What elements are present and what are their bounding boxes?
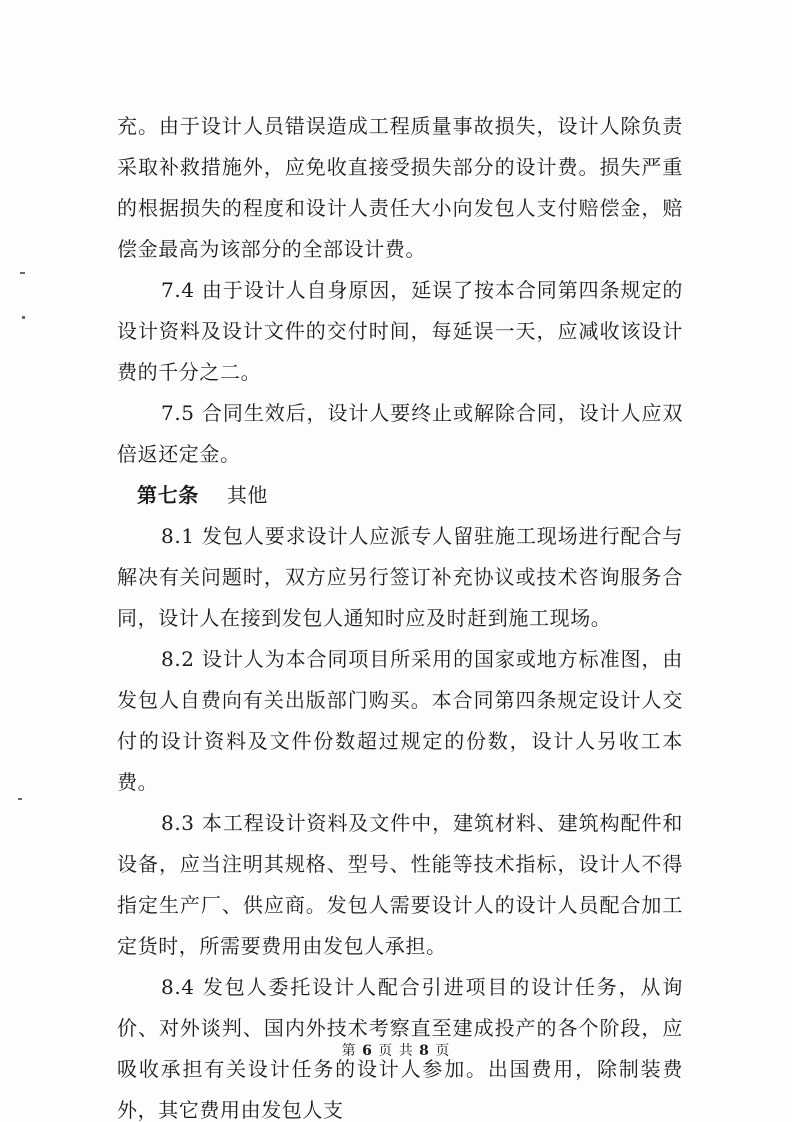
footer-prefix: 第 (341, 1043, 357, 1059)
section-heading (117, 475, 683, 516)
footer-suffix: 页 (435, 1043, 451, 1059)
paragraph-8-2: 8.2 设计人为本合同项目所采用的国家或地方标准图，由发包人自费向有关出版部门购买。本合同第四条规定设计人交付的设计资料及文件份数超过规定的份数，设计人另收工本费。 (117, 647, 683, 794)
footer-total-pages: 8 (419, 1043, 430, 1059)
scan-mark (20, 272, 25, 274)
paragraph-7-5: 7.5 合同生效后，设计人要终止或解除合同，设计人应双倍返还定金。 (117, 401, 683, 466)
scan-mark (22, 316, 25, 319)
footer-middle: 页 共 (378, 1043, 414, 1059)
scan-mark (18, 798, 22, 800)
section-title: 其他 (226, 483, 269, 507)
paragraph-continuation: 充。由于设计人员错误造成工程质量事故损失，设计人除负责采取补救措施外，应免收直接受损失部分的设计费。损失严重的根据损失的程度和设计人责任大小向发包人支付赔偿金，赔偿金最高为该部分的全部设计费。 (117, 114, 683, 261)
paragraph-8-4: 8.4 发包人委托设计人配合引进项目的设计任务，从询价、对外谈判、国内外技术考察直至建成投产的各个阶段，应吸收承担有关设计任务的设计人参加。出国费用，除制装费外，其它费用由发包人支 (117, 975, 683, 1122)
paragraph-8-3: 8.3 本工程设计资料及文件中，建筑材料、建筑构配件和设备，应当注明其规格、型号、性能等技术指标，设计人不得指定生产厂、供应商。发包人需要设计人的设计人员配合加工定货时，所需要费用由发包人承担。 (117, 811, 683, 958)
footer-current-page: 6 (362, 1043, 373, 1059)
section-number: 第七条 (137, 483, 199, 507)
page-footer (0, 1040, 792, 1060)
paragraph-8-1: 8.1 发包人要求设计人应派专人留驻施工现场进行配合与解决有关问题时，双方应另行签订补充协议或技术咨询服务合同，设计人在接到发包人通知时应及时赶到施工现场。 (117, 524, 683, 630)
document-body (117, 106, 683, 1122)
paragraph-7-4: 7.4 由于设计人自身原因，延误了按本合同第四条规定的设计资料及设计文件的交付时间，每延误一天，应减收该设计费的千分之二。 (117, 278, 683, 384)
